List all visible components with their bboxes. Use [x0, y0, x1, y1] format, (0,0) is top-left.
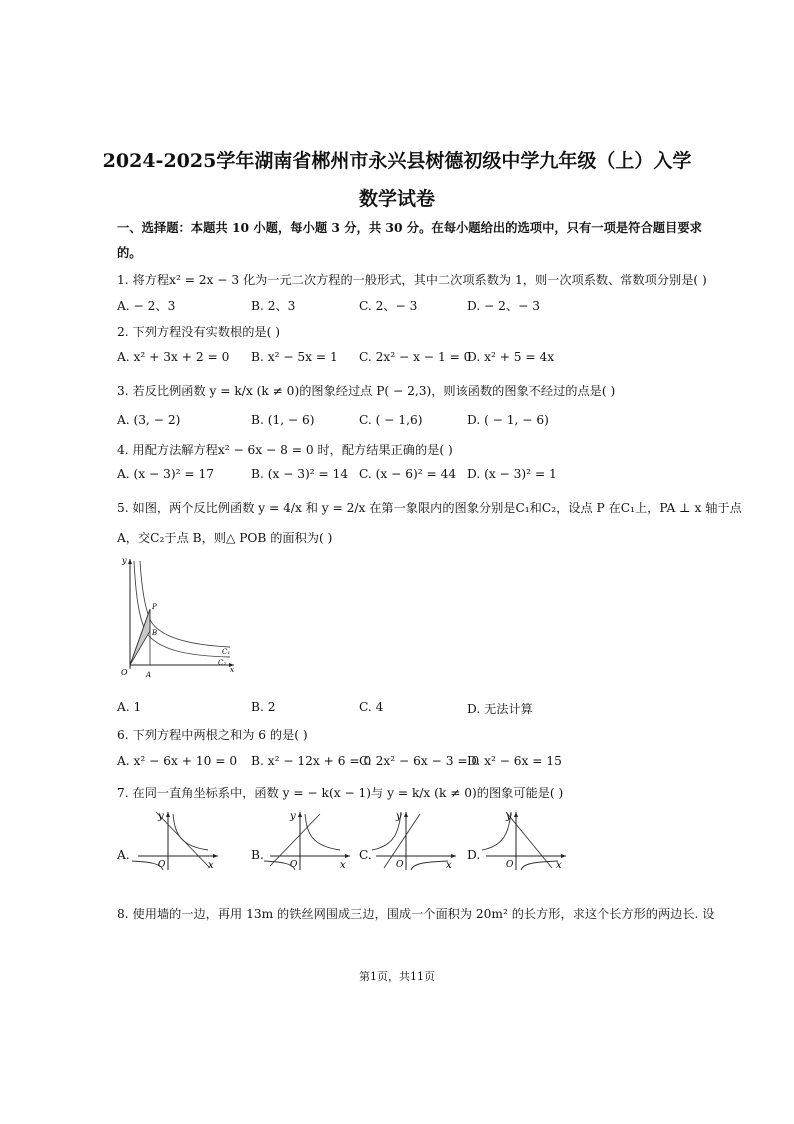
question-5-option-c: C. 4 — [359, 700, 384, 714]
question-7-graph-c — [368, 810, 460, 872]
graph-b-x-arrow — [345, 854, 350, 858]
question-1-option-b: B. 2、3 — [251, 299, 296, 313]
question-3-option-d: D. ( − 1, − 6) — [467, 413, 549, 427]
graph-c-x-arrow — [451, 854, 456, 858]
graph-b-label-o: O — [290, 860, 298, 870]
graph-a-x-arrow — [213, 854, 218, 858]
question-5-stem-line1: 5. 如图，两个反比例函数 y = 4/x 和 y = 2/x 在第一象限内的图象分别是C₁和C₂，设点 P 在C₁上，PA ⊥ x 轴于点 — [117, 501, 742, 515]
question-2-option-d: D. x² + 5 = 4x — [467, 350, 555, 364]
question-5-stem-line2: A，交C₂于点 B，则△ POB 的面积为( ) — [117, 531, 333, 545]
question-7-stem: 7. 在同一直角坐标系中，函数 y = − k(x − 1)与 y = k/x (k ≠ 0)的图象可能是( ) — [117, 786, 564, 800]
page-footer: 第1页，共11页 — [359, 970, 435, 983]
graph-c-label-y: y — [396, 811, 402, 822]
question-7-graph-d — [478, 810, 570, 872]
fig5-label-p: P — [152, 603, 157, 611]
fig5-label-b: B — [152, 629, 158, 637]
graph-d-x-arrow — [561, 854, 566, 858]
question-1-option-c: C. 2、− 3 — [359, 299, 418, 313]
question-4-option-a: A. (x − 3)² = 17 — [117, 467, 215, 481]
question-8-stem: 8. 使用墙的一边，再用 13m 的铁丝网围成三边，围成一个面积为 20m² 的长方形，求这个长方形的两边长. 设 — [117, 907, 715, 921]
question-3-option-a: A. (3, − 2) — [117, 413, 181, 427]
graph-b-label-x: x — [340, 860, 346, 871]
graph-c-y-arrow — [404, 812, 408, 817]
graph-b-label-y: y — [290, 811, 296, 822]
question-3-option-b: B. (1, − 6) — [251, 413, 315, 427]
graph-a-label-x: x — [208, 860, 214, 871]
section-heading-line2: 的。 — [117, 245, 142, 260]
fig5-label-o: O — [121, 668, 128, 677]
question-5-option-b: B. 2 — [251, 700, 276, 714]
graph-d-label-x: x — [556, 860, 562, 871]
y-axis-arrow — [128, 559, 132, 564]
fig5-label-y: y — [122, 556, 127, 565]
graph-d-hyperbola-right — [521, 861, 558, 870]
graph-d-y-arrow — [514, 812, 518, 817]
fig5-label-c2: C₂ — [218, 659, 227, 667]
question-6-option-b: B. x² − 12x + 6 = 0 — [251, 754, 372, 768]
question-3-option-c: C. ( − 1,6) — [359, 413, 423, 427]
graph-c-hyperbola-right — [411, 861, 448, 870]
question-3-stem: 3. 若反比例函数 y = k/x (k ≠ 0)的图象经过点 P( − 2,3)，则该函数的图象不经过的点是( ) — [117, 384, 616, 398]
question-6-option-a: A. x² − 6x + 10 = 0 — [117, 754, 238, 768]
question-4-option-c: C. (x − 6)² = 44 — [359, 467, 457, 481]
question-7-option-d-label: D. — [467, 848, 481, 862]
fig5-label-a: A — [146, 671, 152, 679]
graph-b-y-arrow — [298, 812, 302, 817]
section-heading-line1: 一、选择题：本题共 10 小题，每小题 3 分，共 30 分。在每小题给出的选项中，只有一项是符合题目要求 — [117, 220, 702, 235]
graph-b-hyperbola-right — [305, 814, 340, 850]
question-6-option-d: D. x² − 6x = 15 — [467, 754, 562, 768]
question-2-option-c: C. 2x² − x − 1 = 0 — [359, 350, 472, 364]
question-7-graph-a — [130, 810, 222, 872]
question-4-option-d: D. (x − 3)² = 1 — [467, 467, 557, 481]
segment-op — [130, 609, 150, 665]
question-5-option-a: A. 1 — [117, 700, 142, 714]
question-4-stem: 4. 用配方法解方程x² − 6x − 8 = 0 时，配方结果正确的是( ) — [117, 443, 453, 457]
question-6-stem: 6. 下列方程中两根之和为 6 的是( ) — [117, 728, 308, 742]
graph-d-label-o: O — [506, 860, 514, 870]
graph-a-y-arrow — [166, 812, 170, 817]
exam-title-line2: 数学试卷 — [358, 188, 435, 210]
question-7-option-a-label: A. — [117, 848, 130, 862]
exam-title-line1: 2024-2025学年湖南省郴州市永兴县树德初级中学九年级（上）入学 — [102, 150, 692, 172]
question-7-option-c-label: C. — [359, 848, 372, 862]
question-5-figure — [118, 553, 238, 683]
question-5-option-d: D. 无法计算 — [467, 702, 533, 716]
question-1-option-a: A. − 2、3 — [117, 299, 176, 313]
graph-d-label-y: y — [506, 811, 512, 822]
graph-a-hyperbola-right — [173, 814, 208, 850]
graph-c-label-x: x — [446, 860, 452, 871]
fig5-label-x: x — [230, 666, 234, 674]
question-2-stem: 2. 下列方程没有实数根的是( ) — [117, 325, 280, 339]
question-2-option-b: B. x² − 5x = 1 — [251, 350, 338, 364]
graph-a-label-o: O — [158, 860, 166, 870]
question-2-option-a: A. x² + 3x + 2 = 0 — [117, 350, 230, 364]
question-6-option-c: C. 2x² − 6x − 3 = 0 — [359, 754, 480, 768]
curve-c2 — [134, 561, 230, 657]
question-7-graph-b — [262, 810, 354, 872]
graph-c-label-o: O — [396, 860, 404, 870]
fig5-label-c1: C₁ — [222, 648, 231, 656]
graph-a-label-y: y — [158, 811, 164, 822]
question-7-option-b-label: B. — [251, 848, 264, 862]
question-4-option-b: B. (x − 3)² = 14 — [251, 467, 349, 481]
question-1-stem: 1. 将方程x² = 2x − 3 化为一元二次方程的一般形式，其中二次项系数为 1，则一次项系数、常数项分别是( ) — [117, 273, 707, 287]
question-1-option-d: D. − 2、− 3 — [467, 299, 540, 313]
